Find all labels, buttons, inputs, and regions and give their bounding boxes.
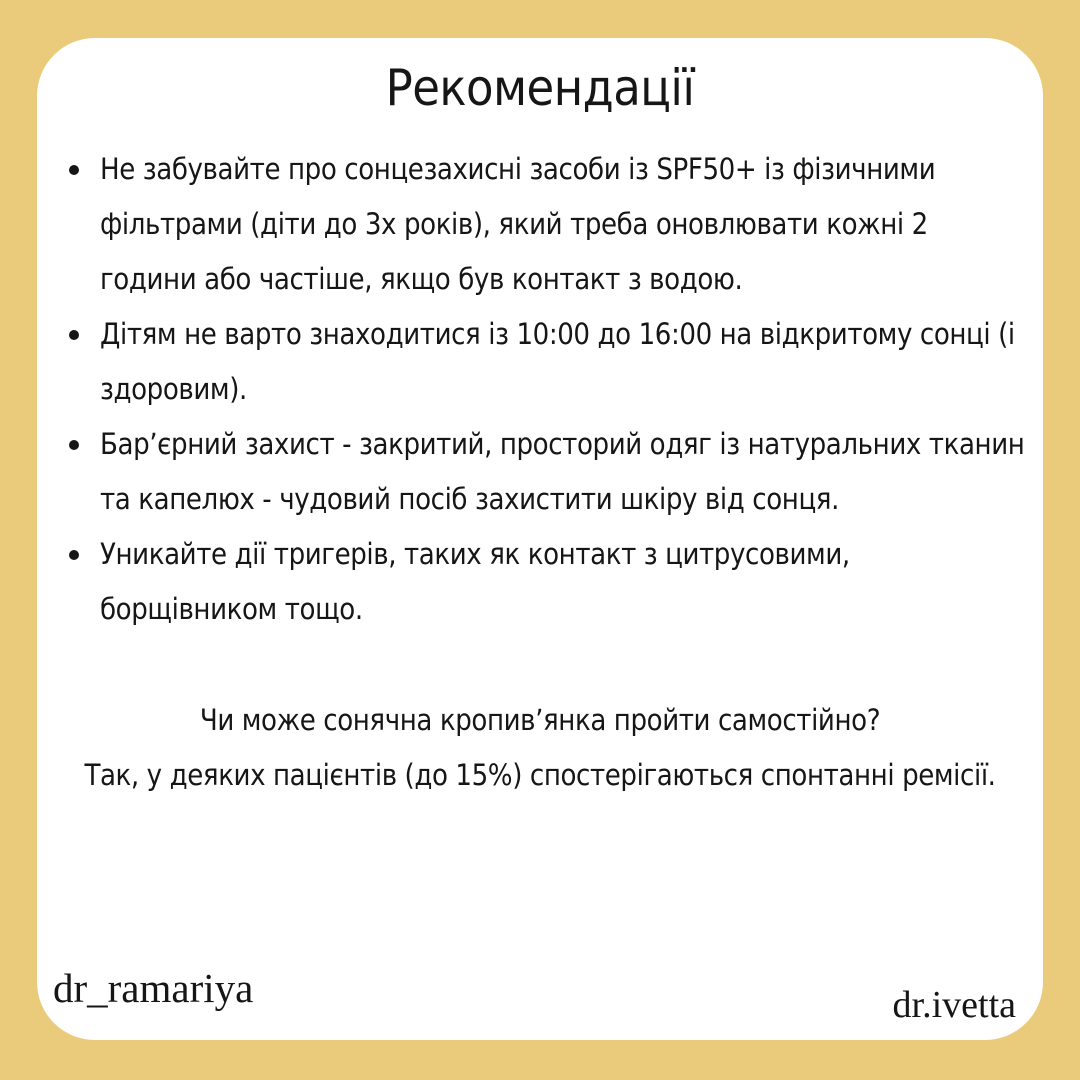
answer-text: Так, у деяких пацієнтів (до 15%) спостерігаються спонтанні ремісії.: [84, 758, 996, 792]
question-text: Чи може сонячна кропив’янка пройти самостійно?: [199, 703, 881, 737]
bullet-text: Уникайте дії тригерів, таких як контакт з цитрусовими, борщівником тощо.: [100, 537, 850, 626]
bullet-item: [100, 142, 1029, 307]
bullet-text: Не забувайте про сонцезахисні засоби із SPF50+ із фізичними фільтрами (діти до 3х років), який треба оновлювати кожні 2 години або частіше, якщо був контакт з водою.: [100, 152, 936, 296]
bullet-text: Дітям не варто знаходитися із 10:00 до 16:00 на відкритому сонці (і здоровим).: [100, 317, 1015, 406]
question-answer-block: [37, 693, 1043, 803]
bullet-item: [100, 527, 1029, 637]
author-handle-right: dr.ivetta: [892, 984, 1016, 1026]
recommendations-card: [37, 38, 1043, 1040]
bullet-text: Бар’єрний захист - закритий, просторий одяг із натуральних тканин та капелюх - чудовий посіб захистити шкіру від сонця.: [100, 427, 1025, 516]
bullet-list: [37, 142, 1029, 637]
page-title: Рекомендації: [385, 59, 695, 117]
author-handle-left: dr_ramariya: [53, 965, 254, 1011]
bullet-item: [100, 307, 1029, 417]
bullet-item: [100, 417, 1029, 527]
